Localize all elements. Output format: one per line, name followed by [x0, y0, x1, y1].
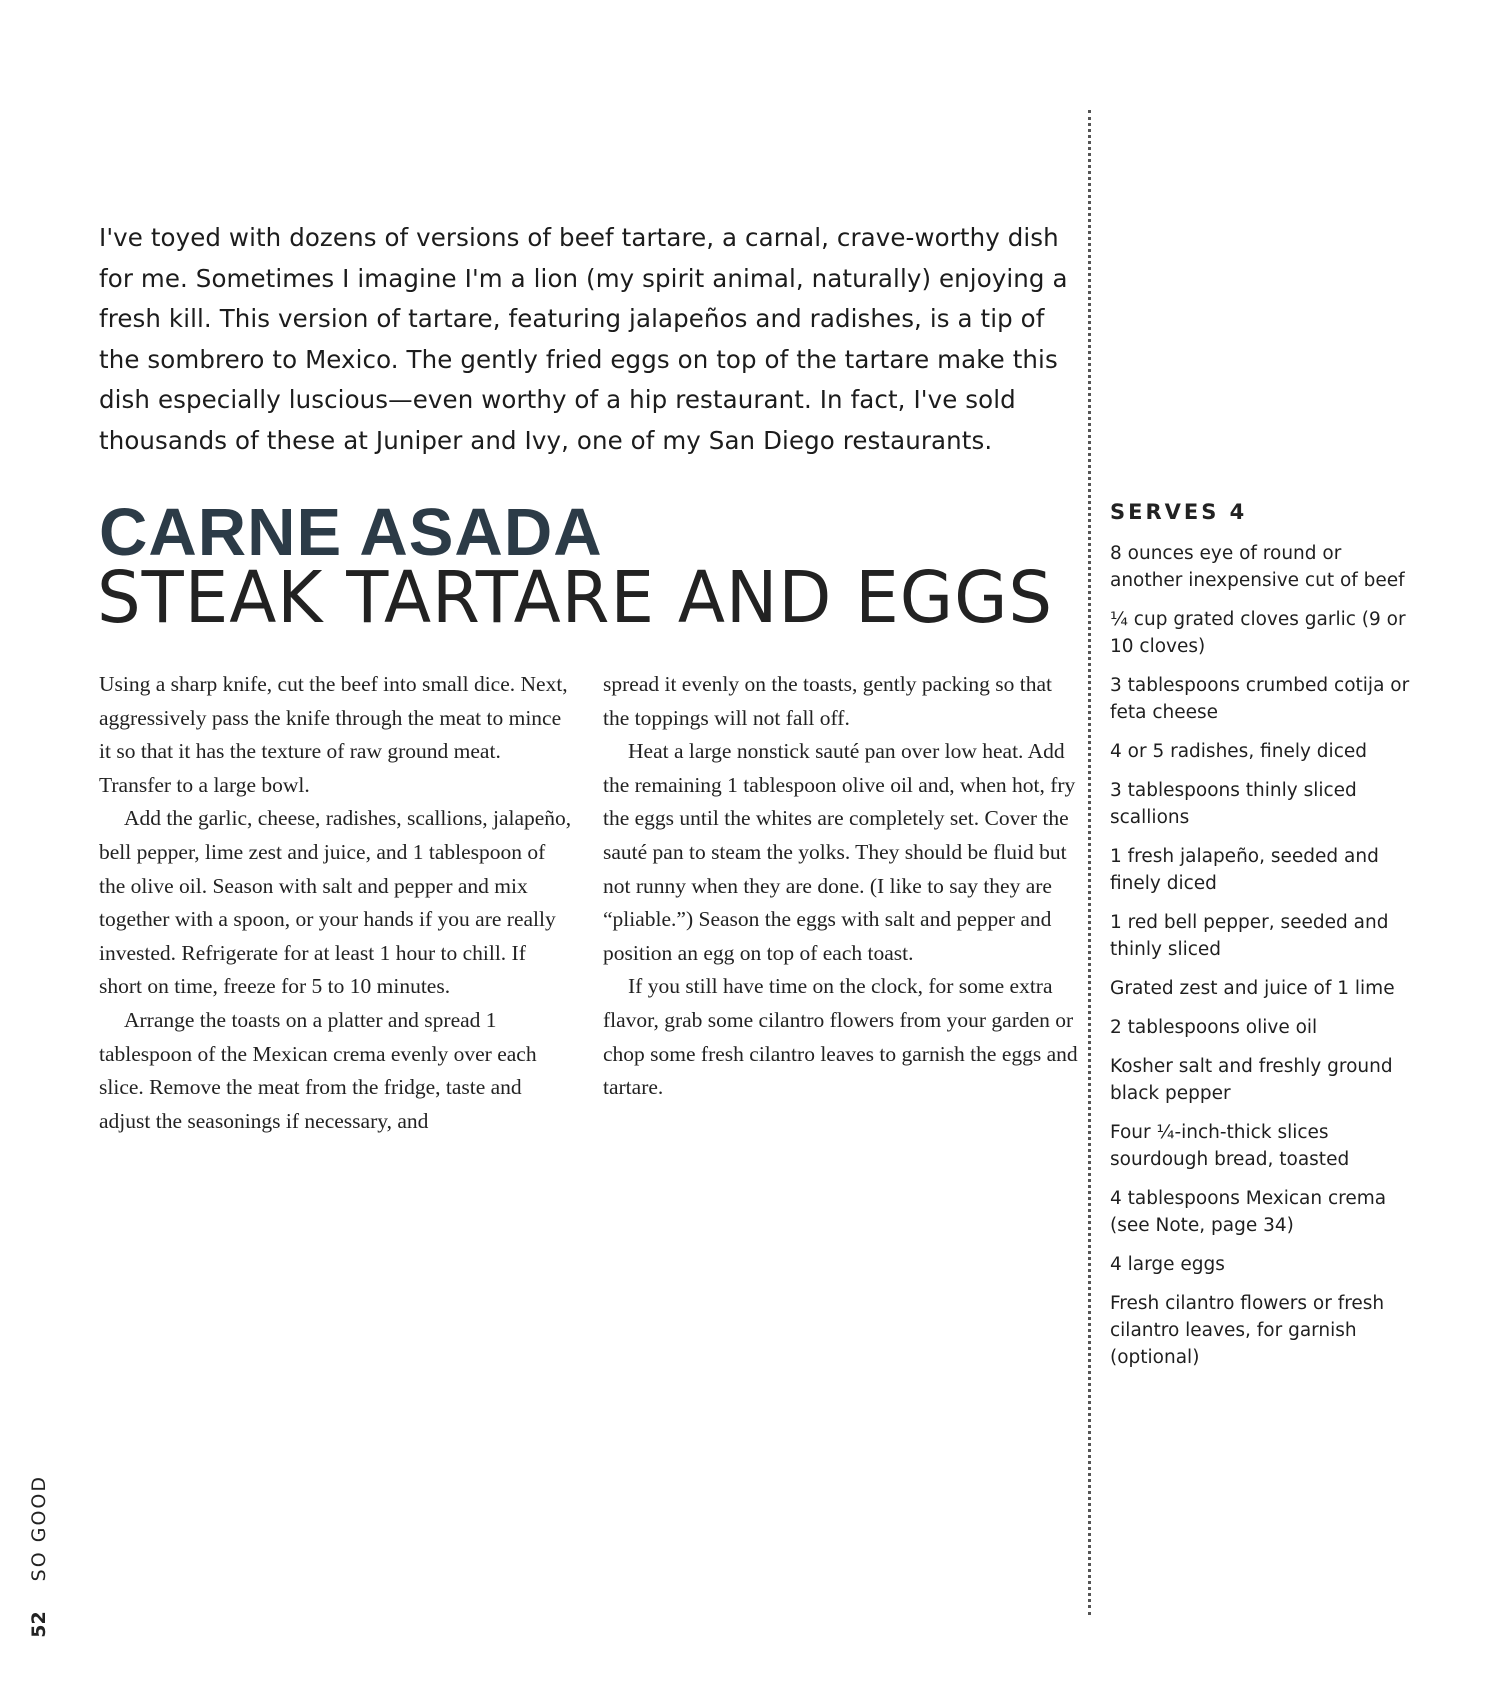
- ingredient-item: 4 tablespoons Mexican crema (see Note, page 34): [1110, 1188, 1387, 1236]
- running-head: SO GOOD: [28, 1475, 50, 1582]
- ingredient-item: 1 red bell pepper, seeded and thinly sliced: [1110, 912, 1389, 960]
- ingredient-item: Four ¼-inch-thick slices sourdough bread, toasted: [1110, 1122, 1350, 1170]
- method-column-left: [99, 668, 574, 1138]
- folio-text: [28, 1475, 50, 1638]
- ingredient-item: Kosher salt and freshly ground black pepper: [1110, 1056, 1393, 1104]
- ingredient-item: 4 large eggs: [1110, 1254, 1225, 1275]
- recipe-title-line1: CARNE ASADA: [99, 495, 603, 570]
- folio: [28, 1475, 58, 1638]
- method-paragraph: Arrange the toasts on a platter and spread 1 tablespoon of the Mexican crema evenly over each slice. Remove the meat from the fridge, taste and adjust the seasonings if necessary, and: [99, 1007, 537, 1133]
- method-paragraph: spread it evenly on the toasts, gently packing so that the toppings will not fall off.: [603, 672, 1053, 730]
- dotted-divider: [1088, 110, 1091, 1615]
- method-paragraph: Heat a large nonstick sauté pan over low heat. Add the remaining 1 tablespoon olive oil and, when hot, fry the eggs until the whites are completely set. Cover the sauté pan to steam the yolks. They should be fluid but not runny when they are done. (I like to say they are “pliable.”) Season the eggs with salt and pepper and position an egg on top of each toast.: [603, 739, 1076, 965]
- method-column-right: [603, 668, 1078, 1105]
- recipe-title-line2: [97, 556, 1083, 639]
- ingredient-item: 3 tablespoons thinly sliced scallions: [1110, 780, 1357, 828]
- ingredient-item: 3 tablespoons crumbed cotija or feta cheese: [1110, 675, 1410, 723]
- serves-heading: SERVES 4: [1110, 500, 1248, 524]
- ingredient-item: ¼ cup grated cloves garlic (9 or 10 cloves): [1110, 609, 1406, 657]
- ingredient-item: 2 tablespoons olive oil: [1110, 1017, 1318, 1038]
- page-number: 52: [28, 1611, 50, 1638]
- ingredient-item: Grated zest and juice of 1 lime: [1110, 978, 1395, 999]
- recipe-title-line2-text: STEAK TARTARE AND EGGS: [97, 556, 1054, 639]
- method-paragraph: If you still have time on the clock, for some extra flavor, grab some cilantro flowers from your garden or chop some fresh cilantro leaves to garnish the eggs and tartare.: [603, 974, 1078, 1100]
- ingredient-item: Fresh cilantro flowers or fresh cilantro leaves, for garnish (optional): [1110, 1293, 1385, 1368]
- ingredient-item: 4 or 5 radishes, finely diced: [1110, 741, 1367, 762]
- method-paragraph: Add the garlic, cheese, radishes, scallions, jalapeño, bell pepper, lime zest and juice, and 1 tablespoon of the olive oil. Season with salt and pepper and mix together with a spoon, or your hands if you are really invested. Refrigerate for at least 1 hour to chill. If short on time, freeze for 5 to 10 minutes.: [99, 806, 572, 999]
- method-paragraph: Using a sharp knife, cut the beef into small dice. Next, aggressively pass the knife through the meat to mince it so that it has the texture of raw ground meat. Transfer to a large bowl.: [99, 672, 568, 797]
- ingredient-list: [1110, 540, 1410, 1383]
- ingredient-item: 1 fresh jalapeño, seeded and finely diced: [1110, 846, 1379, 894]
- ingredient-item: 8 ounces eye of round or another inexpensive cut of beef: [1110, 543, 1405, 591]
- intro-paragraph: I've toyed with dozens of versions of beef tartare, a carnal, crave-worthy dish for me. Sometimes I imagine I'm a lion (my spirit animal, naturally) enjoying a fresh kill. This version of tartare, featuring jalapeños and radishes, is a tip of the sombrero to Mexico. The gently fried eggs on top of the tartare make this dish especially luscious—even worthy of a hip restaurant. In fact, I've sold thousands of these at Juniper and Ivy, one of my San Diego restaurants.: [99, 223, 1068, 455]
